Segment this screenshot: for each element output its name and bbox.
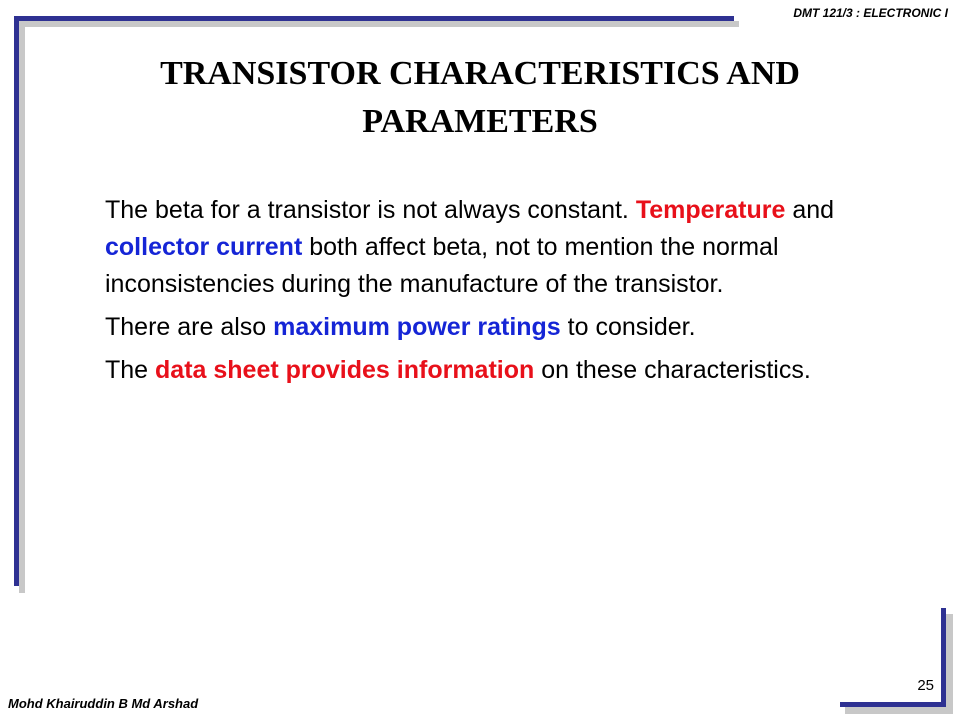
highlight-collector-current: collector current [105,233,303,261]
paragraph-data-sheet [105,352,905,389]
highlight-temperature: Temperature [635,196,786,224]
corner-right-shadow [946,614,953,714]
paragraph-3-text-1: The [105,356,156,384]
course-label: DMT 121/3 : ELECTRONIC I [793,6,948,20]
slide-title [60,50,900,146]
slide-title-line-1: TRANSISTOR CHARACTERISTICS AND [160,55,800,92]
corner-bottom-bar [840,702,946,707]
highlight-maximum-power-ratings: maximum power ratings [273,313,561,341]
slide-title-line-2: PARAMETERS [362,103,598,140]
paragraph-beta-constant [105,192,905,303]
frame-left-bar [14,16,19,586]
frame-left-shadow [19,21,25,593]
paragraph-3-text-2: on these characteristics. [534,356,811,384]
frame-top-shadow [19,21,739,27]
paragraph-1-text-1: The beta for a transistor is not always constant. [105,196,636,224]
corner-bottom-shadow [845,707,953,714]
paragraph-2-text-1: There are also [105,313,274,341]
slide-body [105,192,905,395]
frame-top-bar [14,16,734,21]
corner-right-bar [941,608,946,707]
author-name: Mohd Khairuddin B Md Arshad [8,696,199,711]
page-number: 25 [917,677,934,694]
paragraph-2-text-2: to consider. [560,313,696,341]
highlight-data-sheet: data sheet provides information [155,356,535,384]
paragraph-1-text-2: and [785,196,835,224]
paragraph-1-text-3: both affect beta, not to mention the normal inconsistencies during the manufacture of the transistor. [105,233,779,298]
paragraph-power-ratings [105,309,905,346]
